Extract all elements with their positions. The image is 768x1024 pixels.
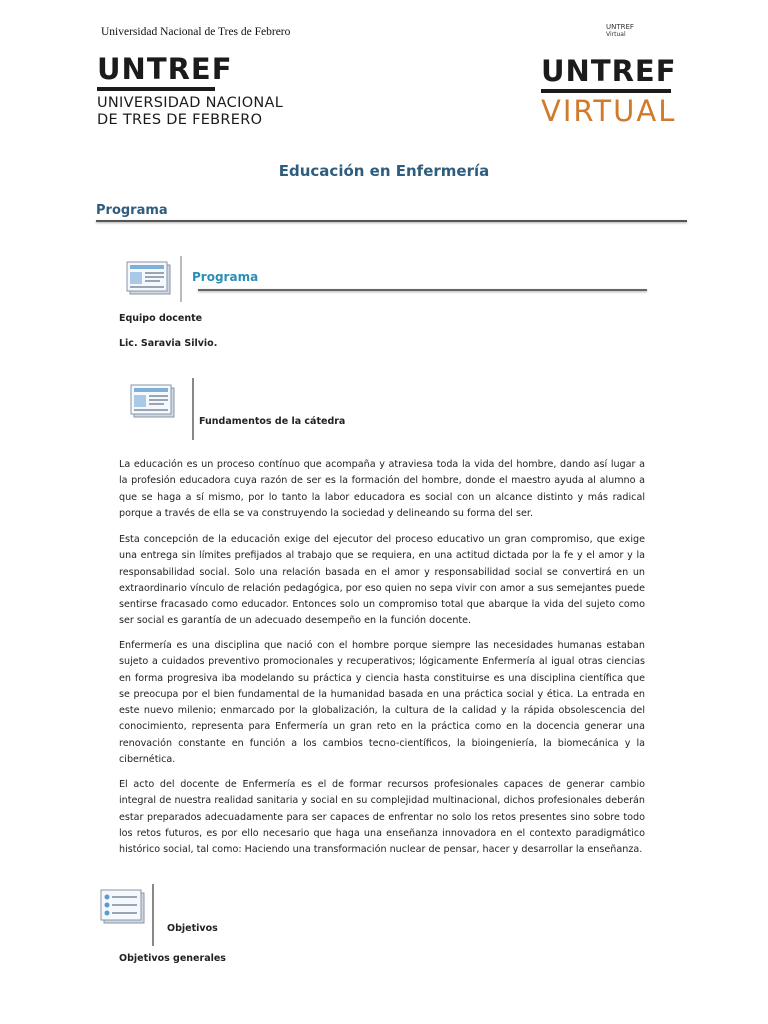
paragraph: Enfermería es una disciplina que nació con el hombre porque siempre las necesidades humanas estaban sujeto a cuidados preventivo promocionales y recuperativos; lógicamente Enfermería al igual otras ciencias en forma progresiva iba modelando su práctica y ciencia hasta constituirse es una disciplina científica que se preocupa por el bien fundamental de la humanidad basada en una práctica social y ética. La entrada en este nuevo milenio; enmarcado por la globalización, la cultura de la calidad y la rápida obsolescencia del conocimiento, representa para Enfermería un gran reto en la práctica como en la docencia generar una renovación constante en función a los cambios tecno-científicos, la bioingeniería, la biomecánica y la cibernética. bbox=[119, 640, 645, 766]
virtual-logo-sub: VIRTUAL bbox=[541, 94, 677, 128]
fundamentos-title: Fundamentos de la cátedra bbox=[199, 416, 346, 427]
small-logo-line2: Virtual bbox=[606, 31, 626, 38]
section-title: Programa bbox=[96, 203, 168, 218]
icon-separator bbox=[180, 256, 182, 302]
section-divider bbox=[96, 220, 687, 222]
document-title: Educación en Enfermería bbox=[278, 162, 490, 180]
logo-bar bbox=[97, 87, 215, 91]
programa-subtitle: Programa bbox=[192, 270, 259, 284]
objetivos-generales-label: Objetivos generales bbox=[119, 953, 226, 964]
logo-name: UNTREF bbox=[97, 52, 233, 86]
virtual-logo-bar bbox=[541, 89, 671, 93]
team-member: Lic. Saravia Silvio. bbox=[119, 338, 218, 349]
untref-logo bbox=[97, 54, 283, 129]
university-header-line: Universidad Nacional de Tres de Febrero bbox=[101, 26, 291, 38]
document-page-icon bbox=[125, 260, 173, 300]
icon-separator bbox=[152, 884, 154, 946]
paragraph: El acto del docente de Enfermería es el de formar recursos profesionales capaces de generar cambio integral de nuestra realidad sanitaria y social en su complejidad multinacional, dichos profesionales deberán estar preparados adecuadamente para ser capaces de enfrentar no solo los retos presentes sino sobre todo los retos futuros, es por ello necesario que haga una enseñanza innovadora en el contexto paradigmático histórico social, tal como: Haciendo una transformación nuclear de pensar, hacer y desarrollar la enseñanza. bbox=[119, 779, 645, 856]
document-page-icon bbox=[129, 383, 177, 423]
paragraph: Esta concepción de la educación exige del ejecutor del proceso educativo un gran compromiso, que exige una entrega sin límites prefijados al trabajo que se requiera, en una actitud dictada por la fe y el amor y la responsabilidad social. Solo una relación basada en el amor y responsabilidad social se convertirá en un extraordinario vínculo de relación pedagógica, por eso quien no sepa vivir con amor a sus semejantes puede sentirse fracasado como educador. Entonces solo un compromiso total que abarque la vida del sujeto como ser social es garantía de un adecuado desempeño en la función docente. bbox=[119, 534, 645, 627]
virtual-logo-name: UNTREF bbox=[541, 54, 677, 88]
small-untref-logo bbox=[606, 24, 634, 38]
small-logo-line1: UNTREF bbox=[606, 23, 634, 31]
programa-divider bbox=[198, 289, 647, 291]
team-label: Equipo docente bbox=[119, 313, 203, 324]
logo-sub1: UNIVERSIDAD NACIONAL bbox=[97, 95, 284, 111]
objetivos-title: Objetivos bbox=[167, 923, 218, 934]
untref-virtual-logo bbox=[541, 55, 677, 128]
icon-separator bbox=[192, 378, 194, 440]
paragraph: La educación es un proceso contínuo que acompaña y atraviesa toda la vida del hombre, dando así lugar a la profesión educadora cuya razón de ser es la formación del hombre, donde el maestro ayuda al alumno a que se haga a sí mismo, por lo tanto la labor educadora es social con un alcance distinto y más radical porque a través de ella se va construyendo la sociedad y delineando su forma del ser. bbox=[119, 459, 645, 519]
checklist-icon bbox=[99, 889, 147, 929]
logo-sub2: DE TRES DE FEBRERO bbox=[97, 112, 263, 128]
